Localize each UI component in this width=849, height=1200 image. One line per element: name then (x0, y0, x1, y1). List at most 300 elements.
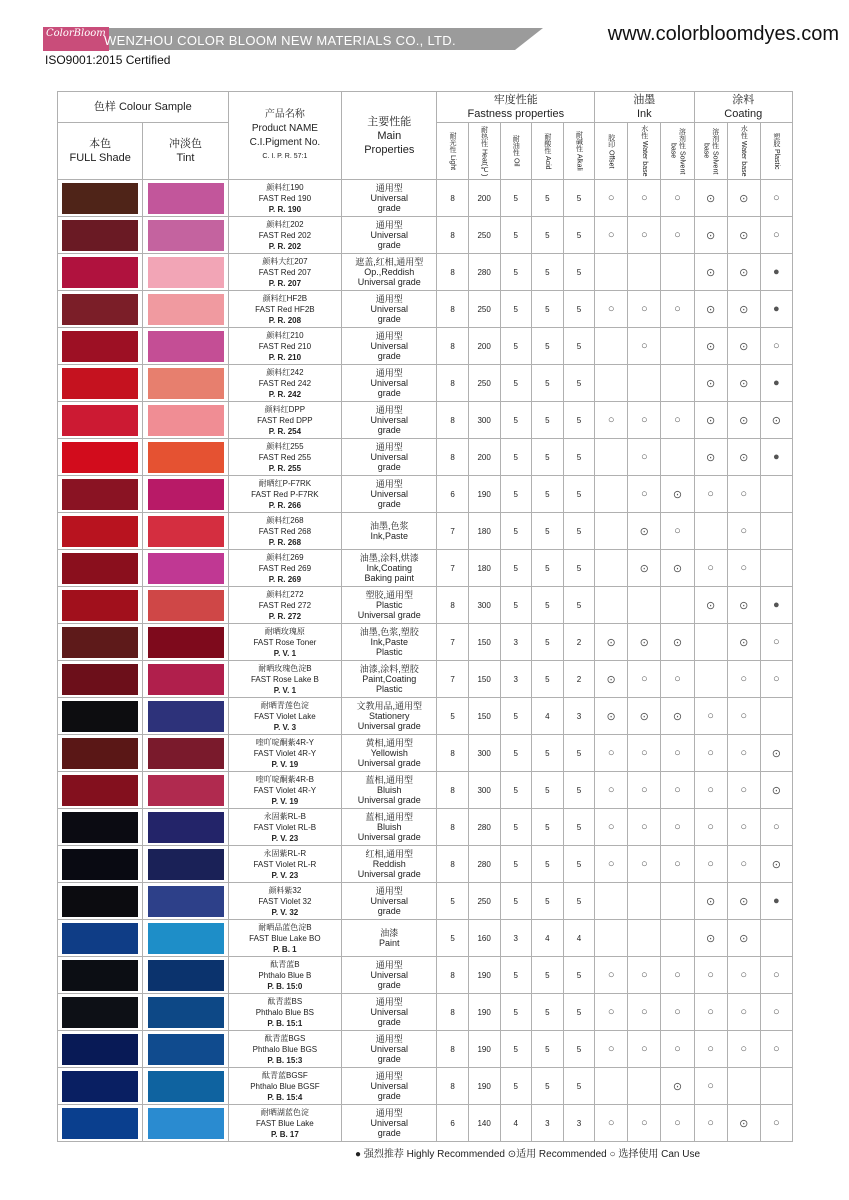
value-cell: ○ (628, 846, 661, 883)
value-cell: 5 (500, 439, 531, 476)
value-cell: 7 (437, 550, 468, 587)
value-cell (628, 883, 661, 920)
table-row (58, 291, 793, 328)
table-row (58, 624, 793, 661)
value-cell: ○ (694, 1105, 727, 1142)
properties-cell: 蓝相,通用型 Bluish Universal grade (342, 772, 437, 809)
full-shade-swatch (62, 590, 138, 621)
value-cell (727, 1068, 760, 1105)
value-cell (661, 328, 694, 365)
pigment-code: P. R. 272 (268, 611, 302, 621)
value-cell: ⊙ (727, 920, 760, 957)
full-shade-swatch (62, 257, 138, 288)
full-shade-swatch (62, 923, 138, 954)
value-cell: ○ (595, 994, 628, 1031)
sub-header-oil-label: 耐油性 Oil (512, 135, 520, 167)
properties-cell: 文教用品,通用型 Stationery Universal grade (342, 698, 437, 735)
value-cell: ⊙ (727, 439, 760, 476)
value-cell: ⊙ (595, 624, 628, 661)
value-cell: 5 (500, 957, 531, 994)
sub-header-plastic-label: 塑胶 Plastic (772, 132, 780, 170)
tint-swatch (148, 294, 224, 325)
value-cell (595, 328, 628, 365)
product-en: Phthalo Blue B (258, 970, 312, 980)
pigment-code: P. R. 202 (268, 241, 302, 251)
value-cell: 5 (563, 439, 594, 476)
sub-header-offset-label: 胶印 Offset (607, 133, 615, 169)
value-cell: ⊙ (727, 365, 760, 402)
table-row (58, 698, 793, 735)
sub-header-alkali (563, 123, 594, 180)
pigment-code: P. V. 23 (271, 833, 299, 843)
value-cell: ○ (661, 846, 694, 883)
value-cell: ○ (661, 772, 694, 809)
value-cell: ○ (661, 1031, 694, 1068)
pigment-code: P. R. 242 (268, 389, 302, 399)
sub-header-plastic (760, 123, 792, 180)
value-cell: ⊙ (661, 550, 694, 587)
full-shade-swatch (62, 960, 138, 991)
value-cell: ○ (727, 735, 760, 772)
tint-swatch-cell (143, 957, 228, 994)
tint-swatch-cell (143, 439, 228, 476)
iso-cert: ISO9001:2015 Certified (45, 53, 171, 67)
value-cell: 5 (563, 994, 594, 1031)
value-cell: ○ (661, 217, 694, 254)
pigment-code: P. B. 17 (270, 1129, 299, 1139)
tint-swatch (148, 812, 224, 843)
properties-cell: 黄相,通用型 Yellowish Universal grade (342, 735, 437, 772)
properties-cell: 蓝相,通用型 Bluish Universal grade (342, 809, 437, 846)
header (0, 0, 849, 80)
value-cell: 8 (437, 217, 468, 254)
tint-swatch-cell (143, 1105, 228, 1142)
value-cell (661, 439, 694, 476)
value-cell: 4 (531, 698, 563, 735)
sub-header-ink-water (628, 123, 661, 180)
value-cell: 190 (468, 957, 500, 994)
value-cell: ⊙ (628, 513, 661, 550)
value-cell: 3 (563, 1105, 594, 1142)
product-cn: 颜料红210 (266, 330, 304, 340)
value-cell: ⊙ (694, 328, 727, 365)
pigment-code: P. V. 19 (271, 759, 299, 769)
value-cell (595, 254, 628, 291)
product-header (228, 92, 341, 180)
product-cn: 耐晒玫瑰原 (264, 626, 305, 636)
value-cell: ○ (694, 1031, 727, 1068)
product-cn: 耐晒青莲色淀 (260, 700, 309, 710)
product-cn: 酞青蓝BS (267, 996, 303, 1006)
properties-cell: 遮盖,红相,通用型 Op.,Reddish Universal grade (342, 254, 437, 291)
product-en: FAST Violet 4R-Y (253, 785, 317, 795)
product-cn: 颜料红268 (266, 515, 304, 525)
product-name-cell (228, 994, 341, 1031)
product-cn: 酞青蓝BGS (264, 1033, 306, 1043)
pigment-code: P. B. 15:0 (267, 981, 303, 991)
full-shade-swatch-cell (58, 698, 143, 735)
value-cell: ⊙ (694, 920, 727, 957)
value-cell: 3 (500, 624, 531, 661)
value-cell: ⊙ (628, 624, 661, 661)
full-shade-swatch (62, 442, 138, 473)
tint-swatch (148, 368, 224, 399)
full-shade-swatch (62, 368, 138, 399)
value-cell (628, 587, 661, 624)
value-cell: 5 (500, 735, 531, 772)
full-shade-swatch (62, 664, 138, 695)
properties-cell: 通用型 Universal grade (342, 957, 437, 994)
value-cell: ○ (694, 476, 727, 513)
full-shade-swatch (62, 294, 138, 325)
full-shade-swatch (62, 1108, 138, 1139)
value-cell: 5 (563, 1031, 594, 1068)
value-cell: 5 (531, 994, 563, 1031)
tint-swatch (148, 257, 224, 288)
value-cell (661, 920, 694, 957)
value-cell (760, 550, 792, 587)
tint-swatch (148, 479, 224, 510)
product-en: FAST Violet Lake (254, 711, 316, 721)
product-cn: 永固紫RL-B (263, 811, 306, 821)
value-cell: ⊙ (727, 402, 760, 439)
pigment-code: P. R. 255 (268, 463, 302, 473)
value-cell: 5 (563, 291, 594, 328)
value-cell: ⊙ (727, 217, 760, 254)
value-cell (628, 365, 661, 402)
value-cell: 5 (563, 513, 594, 550)
pigment-table (57, 91, 793, 1142)
value-cell: 5 (500, 1068, 531, 1105)
product-name-cell (228, 1105, 341, 1142)
product-en: FAST Rose Lake B (250, 674, 319, 684)
value-cell: ⊙ (694, 402, 727, 439)
table-row (58, 883, 793, 920)
value-cell: ○ (661, 1105, 694, 1142)
value-cell: ○ (694, 772, 727, 809)
properties-cell: 油漆 Paint (342, 920, 437, 957)
value-cell: 5 (500, 772, 531, 809)
full-shade-swatch (62, 627, 138, 658)
value-cell: 8 (437, 328, 468, 365)
product-en: FAST Violet 4R-Y (253, 748, 317, 758)
value-cell: ○ (760, 217, 792, 254)
full-shade-swatch-cell (58, 883, 143, 920)
tint-swatch (148, 849, 224, 880)
value-cell: ○ (628, 180, 661, 217)
sub-header-offset (595, 123, 628, 180)
value-cell (760, 698, 792, 735)
value-cell (760, 920, 792, 957)
value-cell: ⊙ (760, 846, 792, 883)
value-cell: 6 (437, 476, 468, 513)
value-cell: 4 (563, 920, 594, 957)
value-cell: ○ (661, 180, 694, 217)
product-en: FAST Rose Toner (253, 637, 317, 647)
value-cell: 160 (468, 920, 500, 957)
properties-cell: 油漆,涂料,塑胶 Paint,Coating Plastic (342, 661, 437, 698)
table-row (58, 661, 793, 698)
tint-swatch-cell (143, 513, 228, 550)
value-cell: ○ (628, 661, 661, 698)
table-row (58, 772, 793, 809)
value-cell: 5 (500, 846, 531, 883)
value-cell: ○ (628, 439, 661, 476)
product-en: FAST Violet 32 (258, 896, 312, 906)
sub-header-heat (468, 123, 500, 180)
full-shade-swatch-cell (58, 476, 143, 513)
value-cell: 5 (531, 513, 563, 550)
value-cell: ⊙ (694, 365, 727, 402)
product-en: FAST Red 210 (258, 341, 312, 351)
product-en: FAST Violet RL-B (253, 822, 317, 832)
value-cell: 5 (437, 883, 468, 920)
colour-sample-header: 色样 Colour Sample (58, 92, 229, 123)
tint-swatch (148, 590, 224, 621)
value-cell: ○ (727, 809, 760, 846)
value-cell (595, 550, 628, 587)
website: www.colorbloomdyes.com (607, 23, 839, 45)
properties-cell: 红相,通用型 Reddish Universal grade (342, 846, 437, 883)
product-en: Phthalo Blue BGS (252, 1044, 318, 1054)
product-cn: 喹吖啶酮紫4R-Y (255, 737, 314, 747)
value-cell (760, 1068, 792, 1105)
value-cell: ⊙ (694, 883, 727, 920)
full-shade-swatch-cell (58, 994, 143, 1031)
properties-cell: 通用型 Universal grade (342, 439, 437, 476)
value-cell: ○ (727, 476, 760, 513)
product-name-cell (228, 365, 341, 402)
full-shade-swatch-cell (58, 735, 143, 772)
product-en: FAST Red HF2B (255, 304, 315, 314)
value-cell (628, 920, 661, 957)
value-cell: 250 (468, 883, 500, 920)
sub-header-coat-water (727, 123, 760, 180)
value-cell: 3 (500, 661, 531, 698)
value-cell: 200 (468, 328, 500, 365)
value-cell: ○ (628, 476, 661, 513)
value-cell: 250 (468, 217, 500, 254)
value-cell: ○ (628, 772, 661, 809)
product-name-cell (228, 439, 341, 476)
tint-swatch (148, 516, 224, 547)
product-cn: 颜料紫32 (268, 885, 302, 895)
product-cn: 永固紫RL-R (263, 848, 307, 858)
pigment-code: P. R. 208 (268, 315, 302, 325)
product-cn: 耐晒湖蓝色淀 (260, 1107, 309, 1117)
product-en: FAST Red 242 (258, 378, 312, 388)
properties-cell: 通用型 Universal grade (342, 1105, 437, 1142)
value-cell: 280 (468, 254, 500, 291)
value-cell: 5 (531, 180, 563, 217)
table-row (58, 402, 793, 439)
full-shade-swatch-cell (58, 513, 143, 550)
value-cell: 5 (563, 476, 594, 513)
table-row (58, 1068, 793, 1105)
product-en: FAST Red 190 (258, 193, 312, 203)
value-cell: 200 (468, 439, 500, 476)
product-cn: 耐晒玫瑰色淀B (258, 663, 312, 673)
sub-header-light-label: 耐光性 Light (449, 131, 457, 171)
product-name-cell (228, 1031, 341, 1068)
value-cell: ○ (727, 698, 760, 735)
value-cell: 5 (531, 772, 563, 809)
tint-swatch (148, 701, 224, 732)
value-cell: ○ (595, 772, 628, 809)
value-cell: ○ (727, 772, 760, 809)
product-name-cell (228, 217, 341, 254)
value-cell: 5 (531, 957, 563, 994)
value-cell: 8 (437, 735, 468, 772)
value-cell: 5 (563, 957, 594, 994)
value-cell (661, 587, 694, 624)
value-cell: 5 (500, 1031, 531, 1068)
product-en: FAST Red 255 (258, 452, 312, 462)
value-cell (760, 513, 792, 550)
value-cell: 5 (563, 402, 594, 439)
value-cell: 5 (500, 550, 531, 587)
value-cell (595, 439, 628, 476)
value-cell: 2 (563, 661, 594, 698)
table-row (58, 1105, 793, 1142)
value-cell: 150 (468, 661, 500, 698)
value-cell: ○ (727, 957, 760, 994)
full-shade-swatch-cell (58, 1031, 143, 1068)
value-cell: ○ (694, 735, 727, 772)
product-cn: 颜料红242 (266, 367, 304, 377)
product-name-cell (228, 809, 341, 846)
value-cell: 5 (563, 1068, 594, 1105)
product-name-cell (228, 402, 341, 439)
properties-cell: 通用型 Universal grade (342, 180, 437, 217)
value-cell: 190 (468, 476, 500, 513)
value-cell: ○ (760, 957, 792, 994)
full-shade-swatch (62, 997, 138, 1028)
value-cell: 8 (437, 365, 468, 402)
value-cell: 5 (531, 217, 563, 254)
value-cell: 150 (468, 698, 500, 735)
properties-cell: 通用型 Universal grade (342, 994, 437, 1031)
value-cell: 180 (468, 550, 500, 587)
value-cell: 3 (563, 698, 594, 735)
tint-swatch-cell (143, 698, 228, 735)
value-cell: 5 (531, 1031, 563, 1068)
value-cell: 140 (468, 1105, 500, 1142)
value-cell: ○ (628, 402, 661, 439)
value-cell: ○ (694, 550, 727, 587)
value-cell: 2 (563, 624, 594, 661)
pigment-code: P. B. 15:1 (267, 1018, 303, 1028)
value-cell: 250 (468, 365, 500, 402)
full-shade-swatch (62, 405, 138, 436)
product-en: FAST Red 272 (258, 600, 312, 610)
full-shade-swatch (62, 886, 138, 917)
tint-swatch-cell (143, 1031, 228, 1068)
sub-header-coat-solvent-label: 溶剂性 Solvent base (702, 127, 719, 175)
value-cell: 300 (468, 772, 500, 809)
value-cell: ● (760, 587, 792, 624)
value-cell: 5 (437, 920, 468, 957)
value-cell: 5 (531, 587, 563, 624)
value-cell: ○ (595, 1031, 628, 1068)
value-cell: 8 (437, 254, 468, 291)
table-row (58, 1031, 793, 1068)
value-cell: 200 (468, 180, 500, 217)
product-en: Phthalo Blue BS (255, 1007, 315, 1017)
full-shade-swatch (62, 220, 138, 251)
value-cell: 8 (437, 809, 468, 846)
pigment-code: P. R. 210 (268, 352, 302, 362)
value-cell: ○ (595, 291, 628, 328)
pigment-code: P. R. 269 (268, 574, 302, 584)
value-cell: ⊙ (727, 587, 760, 624)
value-cell (595, 365, 628, 402)
value-cell: ○ (694, 1068, 727, 1105)
full-shade-swatch-cell (58, 809, 143, 846)
value-cell: ○ (595, 809, 628, 846)
pigment-code: P. R. 254 (268, 426, 302, 436)
full-shade-swatch (62, 553, 138, 584)
product-name-cell (228, 291, 341, 328)
tint-swatch-cell (143, 994, 228, 1031)
table-row (58, 994, 793, 1031)
value-cell: ⊙ (727, 291, 760, 328)
value-cell: ○ (760, 809, 792, 846)
value-cell (628, 254, 661, 291)
tint-swatch (148, 738, 224, 769)
value-cell: 8 (437, 180, 468, 217)
value-cell: 5 (437, 698, 468, 735)
product-en: Phthalo Blue BGSF (250, 1081, 320, 1091)
product-name-cell (228, 254, 341, 291)
sub-header-acid-label: 耐酸性 Acid (543, 132, 551, 170)
product-name-cell (228, 1068, 341, 1105)
full-shade-swatch-cell (58, 180, 143, 217)
tint-swatch-cell (143, 402, 228, 439)
value-cell: ○ (628, 1105, 661, 1142)
value-cell: ○ (727, 661, 760, 698)
product-cn: 酞青蓝BGSF (262, 1070, 308, 1080)
value-cell: ○ (760, 180, 792, 217)
full-shade-swatch (62, 331, 138, 362)
sub-header-coat-solvent (694, 123, 727, 180)
value-cell: 5 (563, 846, 594, 883)
table-body (58, 180, 793, 1142)
full-shade-swatch-cell (58, 957, 143, 994)
tint-swatch (148, 960, 224, 991)
value-cell: ⊙ (727, 883, 760, 920)
value-cell: 5 (563, 809, 594, 846)
tint-swatch-cell (143, 217, 228, 254)
value-cell (760, 476, 792, 513)
tint-swatch (148, 627, 224, 658)
properties-cell: 通用型 Universal grade (342, 365, 437, 402)
value-cell: 5 (500, 291, 531, 328)
sub-header-ink-solvent-label: 溶剂性 Solvent base (669, 127, 686, 175)
tint-swatch (148, 331, 224, 362)
pigment-code: P. R. 266 (268, 500, 302, 510)
sub-header-ink-water-label: 水性 Water base (640, 125, 648, 177)
pigment-code: P. V. 19 (271, 796, 299, 806)
value-cell: 190 (468, 1068, 500, 1105)
tint-header: 冲淡色 Tint (143, 123, 228, 180)
tint-swatch (148, 553, 224, 584)
full-shade-swatch (62, 479, 138, 510)
value-cell: 5 (531, 439, 563, 476)
product-name-cell (228, 476, 341, 513)
table-row (58, 957, 793, 994)
value-cell (595, 513, 628, 550)
